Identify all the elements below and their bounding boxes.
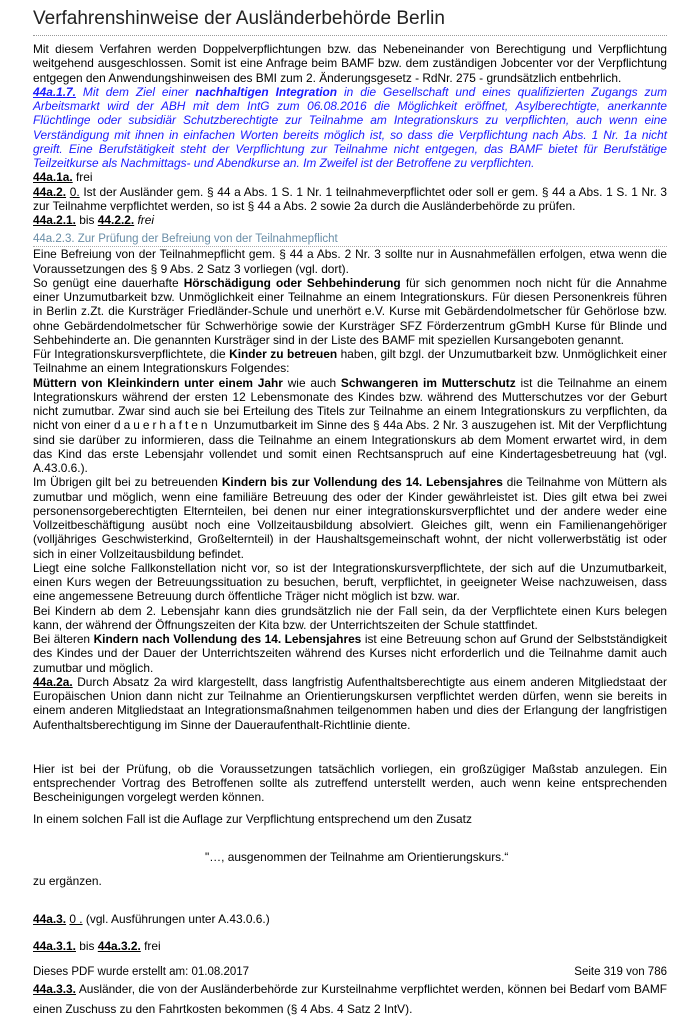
section-link-44a-2-1[interactable]: 44a.2.1.	[33, 213, 76, 227]
page-footer	[33, 966, 667, 978]
section-link-44a-3-2[interactable]: 44a.3.2.	[97, 938, 141, 953]
section-44a-1-7: 44a.1.7. Mit dem Ziel einer nachhaltigen Integration in die Gesellschaft und eines qualifizierten Zugangs zum Arbeitsmarkt wird der ABH mit dem IntG zum 06.08.2016 die Möglichkeit eröffnet, Asylberechtigte, anerkannte Flüchtlinge oder subsidiär Schutzberechtigte zur Teilnahme am Integrationskurs zu verpflichten, auch wenn eine Verständigung mit ihnen in einfachen Worten bereits möglich ist, so dass die Verpflichtung nach Abs. 1 Nr. 1a nicht greift. Eine Berufstätigkeit steht der Verpflichtung zur Teilnahme nicht entgegen, das BAMF bietet für Berufstätige Teilzeitkurse als Nachmittags- und Abendkurse an. Im Zweifel ist der Betroffene zu verpflichten.	[33, 84, 667, 170]
section-44a-1a: 44a.1a. frei	[33, 170, 93, 185]
paragraph-fallkonstellation: Liegt eine solche Fallkonstellation nicht vor, so ist der Integrationskursverpflichtete, der sich auf die Unzumutbarkeit, einen Kurs wegen der Betreuungssituation zu besuchen, beruft, verpflichtet, in geeigneter Weise nachzuweisen, dass eine angemessene Betreuung durch öffentliche Träger nicht möglich ist bzw. war.	[33, 560, 667, 604]
intro-paragraph: Mit diesem Verfahren werden Doppelverpflichtungen bzw. das Nebeneinander von Berechtigung und Verpflichtung weitgehend ausgeschlossen. Somit ist eine Anfrage beim BAMF bzw. dem zuständigen Jobcenter vor der Verpflichtung entgegen den Anwendungshinweisen des BMI zum 2. Änderungsgesetz - RdNr. 275 - grundsätzlich entbehrlich.	[33, 42, 667, 85]
quote-zusatz: "…, ausgenommen der Teilnahme am Orientierungskurs.“	[205, 849, 509, 864]
section-44a-3-3: 44a.3.3. Ausländer, die von der Ausländerbehörde zur Kursteilnahme verpflichtet werden, können bei Bedarf vom BAMF einen Zuschuss zu den Fahrtkosten bekommen (§ 4 Abs. 4 Satz 2 IntV).	[33, 981, 667, 1016]
section-44a-2-1: 44a.2.1. bis 44.2.2. frei	[33, 213, 154, 227]
section-link-44a-1-7[interactable]: 44a.1.7.	[33, 84, 76, 99]
section-link-44a-1a[interactable]: 44a.1a.	[33, 170, 73, 185]
section-44a-3: 44a.3. 0 . (vgl. Ausführungen unter A.43.0.6.)	[33, 912, 270, 927]
footer-page-number: Seite 319 von 786	[574, 966, 667, 978]
section-link-44a-2[interactable]: 44a.2.	[33, 184, 67, 199]
footer-created-date: Dieses PDF wurde erstellt am: 01.08.2017	[33, 966, 250, 978]
paragraph-befreiung: Eine Befreiung von der Teilnahmepflicht gem. § 44 a Abs. 2 Nr. 3 sollte nur in Ausnahmefällen erfolgen, etwa wenn die Voraussetzungen des § 9 Abs. 2 Satz 3 vorliegen (vgl. dort).	[33, 247, 667, 276]
paragraph-ergaenzen: zu ergänzen.	[33, 874, 102, 888]
section-link-44-2-2[interactable]: 44.2.2.	[97, 213, 135, 227]
paragraph-aeltere-kinder: Bei älteren Kindern nach Vollendung des 14. Lebensjahres ist eine Betreuung schon auf Grund der Selbstständigkeit des Kindes und der Dauer der Unterrichtszeiten während des Kurses nicht erforderlich und die Teilnahme damit auch zumutbar und möglich.	[33, 632, 667, 675]
section-link-0[interactable]: 0.	[69, 184, 80, 199]
section-44a-2: 44a.2. 0. Ist der Ausländer gem. § 44 a Abs. 1 S. 1 Nr. 1 teilnahmeverpflichtet oder soll er gem. § 44 a Abs. 1 S. 1 Nr. 3 zur Teilnahme verpflichtet werden, so ist § 44 a Abs. 2 sowie 2a durch die Ausländerbehörde zu prüfen.	[33, 184, 667, 213]
paragraph-hoerschaedigung: So genügt eine dauerhafte Hörschädigung oder Sehbehinderung für sich genommen noch nicht für die Annahme einer Unzumutbarkeit bzw. Unmöglichkeit einer Teilnahme an einem Integrationskurs. Für diesen Personenkreis führen in Berlin z.Zt. die Kursträger Friedländer-Schule und unerhört e.V. Kurse mit Gebärdendolmetscher für Gehörlose bzw. ohne Gebärdendolmetscher für Schwerhörige sowie der Kursträger SFZ Förderzentrum gGmbH Kurse für Blinde und Sehbehinderte an. Die genannten Kursträger sind in der Liste des BAMF mit speziellen Kursangeboten genannt.	[33, 275, 667, 347]
paragraph-kinder-14: Im Übrigen gilt bei zu betreuenden Kindern bis zur Vollendung des 14. Lebensjahres die Teilnahme von Müttern als zumutbar und möglich, wenn eine familiäre Betreuung des oder der Kinder gewährleistet ist. Dies gilt etwa bei zwei personensorgeberechtigten Elternteilen, bei denen nur einer integrationskursverpflichtet und der andere weder eine Vollzeitbeschäftigung ausübt noch eine Vollzeitausbildung absolviert. Gleiches gilt, wenn ein Familienangehöriger (volljähriges Geschwisterkind, Großelternteil) in der Haushaltsgemeinschaft wohnt, der nicht vollerwerbstätig ist oder sich in einer Vollzeitausbildung befindet.	[33, 475, 667, 561]
section-44a-3-1: 44a.3.1. bis 44a.3.2. frei	[33, 938, 161, 953]
section-link-44a-3-3[interactable]: 44a.3.3.	[33, 981, 76, 996]
section-44a-2a: 44a.2a. Durch Absatz 2a wird klargestellt, dass langfristig Aufenthaltsberechtigte aus einem anderen Mitgliedstaat der Europäischen Union dann nicht zur Teilnahme an Orientierungskursen verpflichtet werden dürfen, wenn sie bereits in einem anderen Mitgliedstaat an Integrationsmaßnahmen teilgenommen haben und dies der Erlangung der langfristigen Aufenthaltsberechtigung im Sinne der Daueraufenthalt-Richtlinie diente.	[33, 674, 667, 732]
paragraph-auflage: In einem solchen Fall ist die Auflage zur Verpflichtung entsprechend um den Zusatz	[33, 811, 472, 826]
paragraph-kinder-betreuen: Für Integrationskursverpflichtete, die Kinder zu betreuen haben, gilt bzgl. der Unzumutbarkeit bzw. Unmöglichkeit einer Teilnahme an einem Integrationskurs Folgendes:	[33, 347, 667, 376]
paragraph-muetter: Müttern von Kleinkindern unter einem Jahr wie auch Schwangeren im Mutterschutz ist die Teilnahme an einem Integrationskurs während der ersten 12 Lebensmonate des Kindes bzw. während des Mutterschutzes vor der Geburt nicht zumutbar. Zwar sind auch sie bei Erteilung des Titels zur Teilnahme an einem Integrationskurs zu verpflichten, da nicht von einer dauerhaften Unzumutbarkeit im Sinne des § 44a Abs. 2 Nr. 3 auszugehen ist. Mit der Verpflichtung sind sie darüber zu informieren, dass die Teilnahme an einem Integrationskurs ab dem Moment erwartet wird, in dem das Kind das erste Lebensjahr vollendet und somit einen Rechtsanspruch auf eine Kindertagesbetreuung hat (vgl. A.43.0.6.).	[33, 375, 668, 475]
section-link-44a-2a[interactable]: 44a.2a.	[33, 674, 73, 689]
paragraph-pruefung: Hier ist bei der Prüfung, ob die Voraussetzungen tatsächlich vorliegen, ein großzügiger Maßstab anzulegen. Ein entsprechender Vortrag des Betroffenen sollte als zutreffend unterstellt werden, auch wenn keine entsprechenden Bescheinigungen vorgelegt werden können.	[33, 761, 667, 805]
paragraph-kinder-2: Bei Kindern ab dem 2. Lebensjahr kann dies grundsätzlich nie der Fall sein, da der Verpflichtete einen Kurs belegen kann, der während der Öffnungszeiten der Kita bzw. der Unterrichtszeiten der Schule stattfindet.	[33, 603, 667, 632]
section-link-44a-3-1[interactable]: 44a.3.1.	[33, 938, 76, 953]
section-subheading: 44a.2.3. Zur Prüfung der Befreiung von der Teilnahmepflicht	[33, 233, 667, 247]
document-page	[33, 8, 667, 1019]
section-link-0-3[interactable]: 0 .	[69, 912, 83, 927]
section-link-44a-3[interactable]: 44a.3.	[33, 912, 67, 927]
page-title: Verfahrenshinweise der Ausländerbehörde Berlin	[33, 8, 667, 36]
